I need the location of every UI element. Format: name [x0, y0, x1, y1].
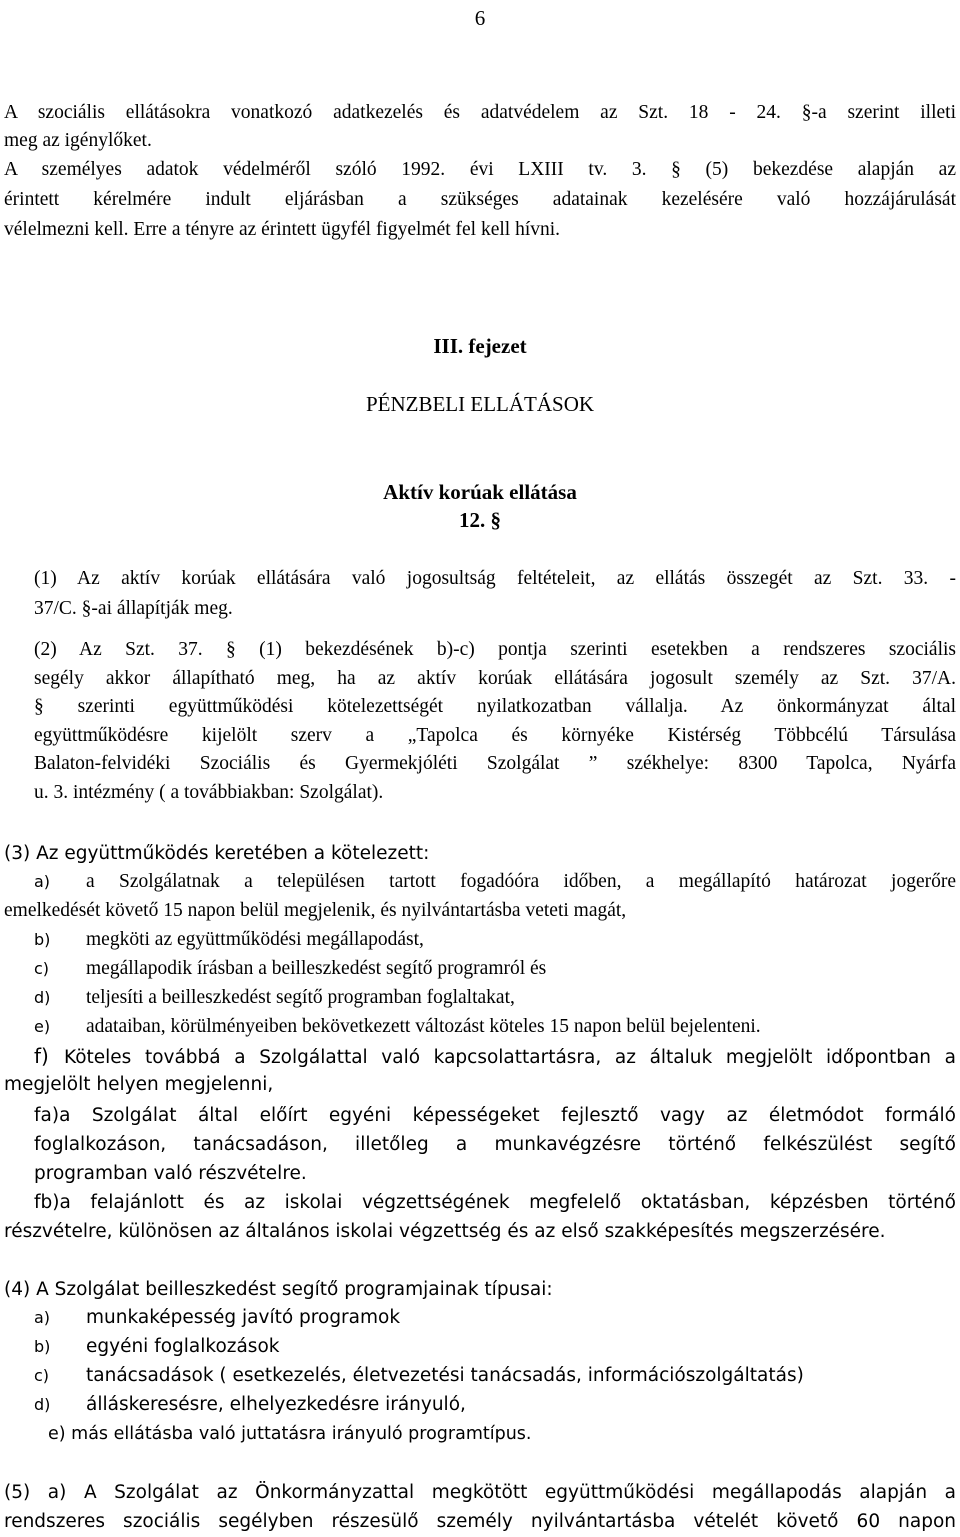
paragraph-4-item-a: a) munkaképesség javító programok	[34, 1307, 401, 1328]
paragraph-4-item-b: b) egyéni foglalkozások	[34, 1336, 280, 1357]
section-number: 12. §	[459, 508, 501, 532]
paragraph-3-item-e: e) adataiban, körülményeiben bekövetkezett változást köteles 15 napon belül bejelenteni.	[34, 1016, 761, 1037]
page-number: 6	[474, 6, 486, 30]
paragraph-3-item-a: a) a Szolgálatnak a településen tartott fogadóóra időben, a megállapító határozat jogerőre	[34, 871, 956, 892]
paragraph-5: (5) a) A Szolgálat az Önkormányzattal megkötött együttműködési megállapodás alapján a rendszeres szociális segélyben részesülő személy nyilvántartásba vételét követő 60 napon	[4, 1482, 956, 1532]
paragraph-4-item-c: c) tanácsadások ( esetkezelés, életvezetési tanácsadás, információszolgáltatás)	[34, 1365, 804, 1386]
paragraph-3-item-fb: fb)a felajánlott és az iskolai végzettségének megfelelő oktatásban, képzésben történő	[34, 1192, 956, 1213]
paragraph-3-item-fb-continued: részvételre, különösen az általános iskolai végzettség és az első szakképesítés megszerzésére.	[4, 1221, 886, 1242]
chapter-title: PÉNZBELI ELLÁTÁSOK	[365, 392, 595, 416]
paragraph-3-item-d: d) teljesíti a beilleszkedést segítő programban foglaltakat,	[34, 987, 515, 1008]
paragraph-3-item-b: b) megköti az együttműködési megállapodást,	[34, 929, 424, 950]
intro-paragraph-2: A személyes adatok védelméről szóló 1992. évi LXIII tv. 3. § (5) bekezdése alapján az érintett kérelmére indult eljárásban a szükséges adatainak kezelésére való hozzájárulását vélelmezni kell. Erre a tényre az érintett ügyfél figyelmét fel kell hívni.	[4, 159, 956, 240]
chapter-number: III. fejezet	[433, 334, 527, 358]
paragraph-4-item-d: d) álláskeresésre, elhelyezkedésre irányuló,	[34, 1394, 466, 1415]
chapter-subtitle: Aktív korúak ellátása	[383, 480, 577, 504]
paragraph-4-heading: (4) A Szolgálat beilleszkedést segítő programjainak típusai:	[4, 1279, 553, 1300]
paragraph-4-item-e: e) más ellátásba való juttatásra irányuló programtípus.	[48, 1424, 532, 1444]
paragraph-2: (2) Az Szt. 37. § (1) bekezdésének b)-c) pontja szerinti esetekben a rendszeres szociális segély akkor állapítható meg, ha az aktív korúak ellátására jogosult személy az Szt. 37/A. § szerinti együttműködési kötelezettségét nyilatkozatban vállalja. Az önkormányzat által együttműködésre kijelölt szerv a „Tapolca és környéke Kistérség Többcélú Társulása Balaton-felvidéki Szociális és Gyermekjóléti Szolgálat ” székhelye: 8300 Tapolca, Nyárfa u. 3. intézmény ( a továbbiakban: Szolgálat).	[34, 639, 956, 803]
paragraph-1: (1) Az aktív korúak ellátására való jogosultság feltételeit, az ellátás összegét az Szt. 33. - 37/C. §-ai állapítják meg.	[34, 568, 956, 619]
paragraph-3-item-fa: fa)a Szolgálat által előírt egyéni képességeket fejlesztő vagy az életmódot formáló foglalkozáson, tanácsadáson, illetőleg a munkavégzésre történő felkészülést segítő programban való részvételre.	[34, 1105, 956, 1184]
paragraph-3-item-a-continued: emelkedését követő 15 napon belül megjelenik, és nyilvántartásba veteti magát,	[4, 900, 627, 921]
paragraph-3-item-c: c) megállapodik írásban a beilleszkedést segítő programról és	[34, 958, 547, 979]
paragraph-3-item-f-continued: megjelölt helyen megjelenni,	[4, 1074, 274, 1095]
paragraph-3-item-f: f) Köteles továbbá a Szolgálattal való kapcsolattartásra, az általuk megjelölt időpontban a	[34, 1044, 956, 1068]
intro-paragraph-1: A szociális ellátásokra vonatkozó adatkezelés és adatvédelem az Szt. 18 - 24. §-a szerint illeti meg az igénylőket.	[4, 102, 956, 151]
paragraph-3-heading: (3) Az együttműködés keretében a kötelezett:	[4, 843, 430, 864]
